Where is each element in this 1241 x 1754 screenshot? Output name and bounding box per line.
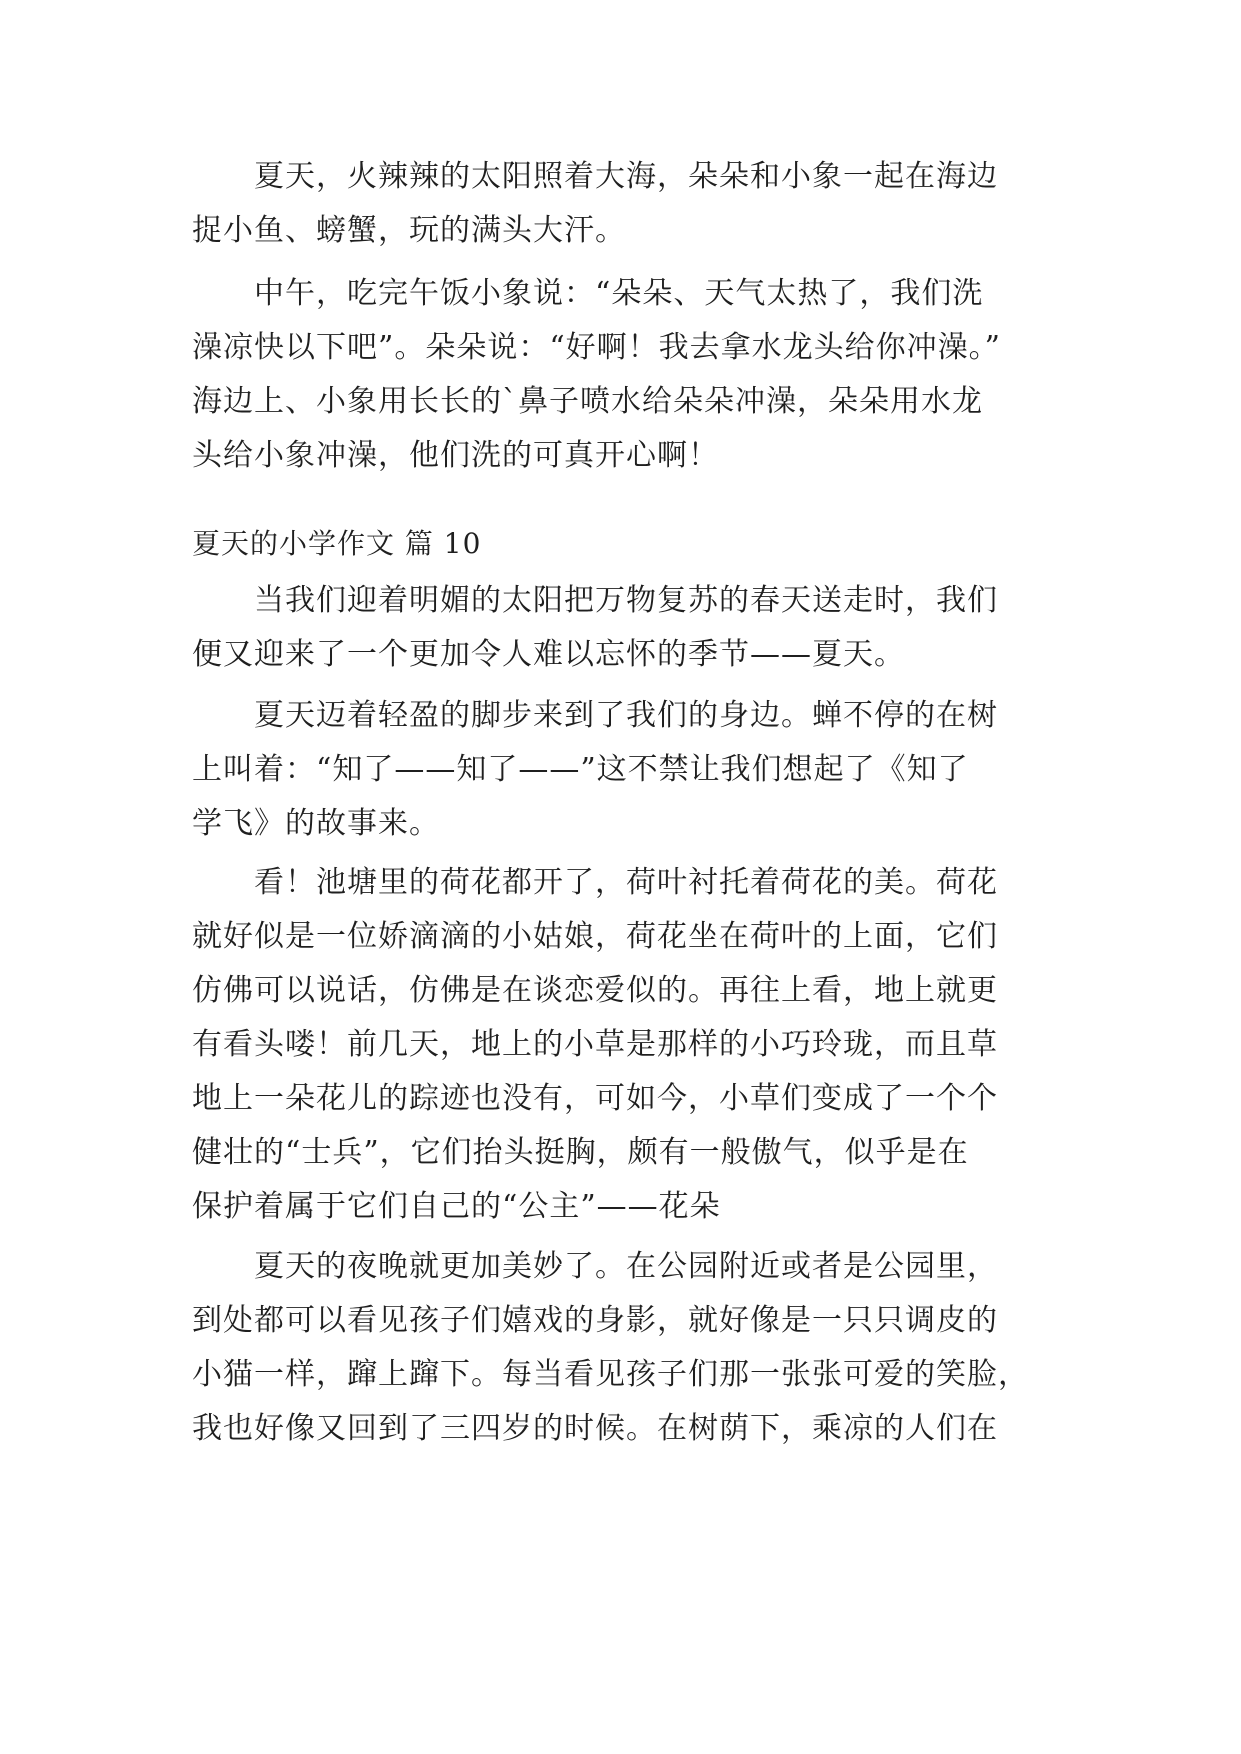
- text-line: 小猫一样，蹿上蹿下。每当看见孩子们那一张张可爱的笑脸，: [192, 1357, 1029, 1392]
- text-line: 仿佛可以说话，仿佛是在谈恋爱似的。再往上看，地上就更: [192, 973, 998, 1008]
- text-line: 学飞》的故事来。: [192, 806, 440, 841]
- text-line: 夏天，火辣辣的太阳照着大海，朵朵和小象一起在海边: [254, 159, 998, 194]
- text-line: 到处都可以看见孩子们嬉戏的身影，就好像是一只只调皮的: [192, 1303, 998, 1338]
- text-line: 便又迎来了一个更加令人难以忘怀的季节——夏天。: [192, 637, 905, 672]
- text-line: 海边上、小象用长长的`鼻子喷水给朵朵冲澡，朵朵用水龙: [192, 384, 983, 419]
- text-line: 中午，吃完午饭小象说：“朵朵、天气太热了，我们洗: [254, 276, 984, 311]
- text-line: 捉小鱼、螃蟹，玩的满头大汗。: [192, 213, 626, 248]
- text-line: 地上一朵花儿的踪迹也没有，可如今，小草们变成了一个个: [192, 1081, 998, 1116]
- text-line: 就好似是一位娇滴滴的小姑娘，荷花坐在荷叶的上面，它们: [192, 919, 998, 954]
- text-line: 有看头喽！前几天，地上的小草是那样的小巧玲珑，而且草: [192, 1027, 998, 1062]
- text-line: 头给小象冲澡，他们洗的可真开心啊！: [192, 438, 719, 473]
- text-line: 夏天的夜晚就更加美妙了。在公园附近或者是公园里，: [254, 1249, 998, 1284]
- text-line: 澡凉快以下吧”。朵朵说：“好啊！我去拿水龙头给你冲澡。”: [192, 330, 1002, 365]
- text-line: 当我们迎着明媚的太阳把万物复苏的春天送走时，我们: [254, 583, 998, 618]
- text-line: 健壮的“士兵”，它们抬头挺胸，颇有一般傲气，似乎是在: [192, 1135, 969, 1170]
- text-line: 我也好像又回到了三四岁的时候。在树荫下，乘凉的人们在: [192, 1411, 998, 1446]
- text-line: 看！池塘里的荷花都开了，荷叶衬托着荷花的美。荷花: [254, 865, 998, 900]
- text-line: 保护着属于它们自己的“公主”——花朵: [192, 1189, 721, 1224]
- text-line: 夏天迈着轻盈的脚步来到了我们的身边。蝉不停的在树: [254, 698, 998, 733]
- text-line: 上叫着：“知了——知了——”这不禁让我们想起了《知了: [192, 752, 969, 787]
- section-heading: 夏天的小学作文 篇 10: [192, 527, 482, 560]
